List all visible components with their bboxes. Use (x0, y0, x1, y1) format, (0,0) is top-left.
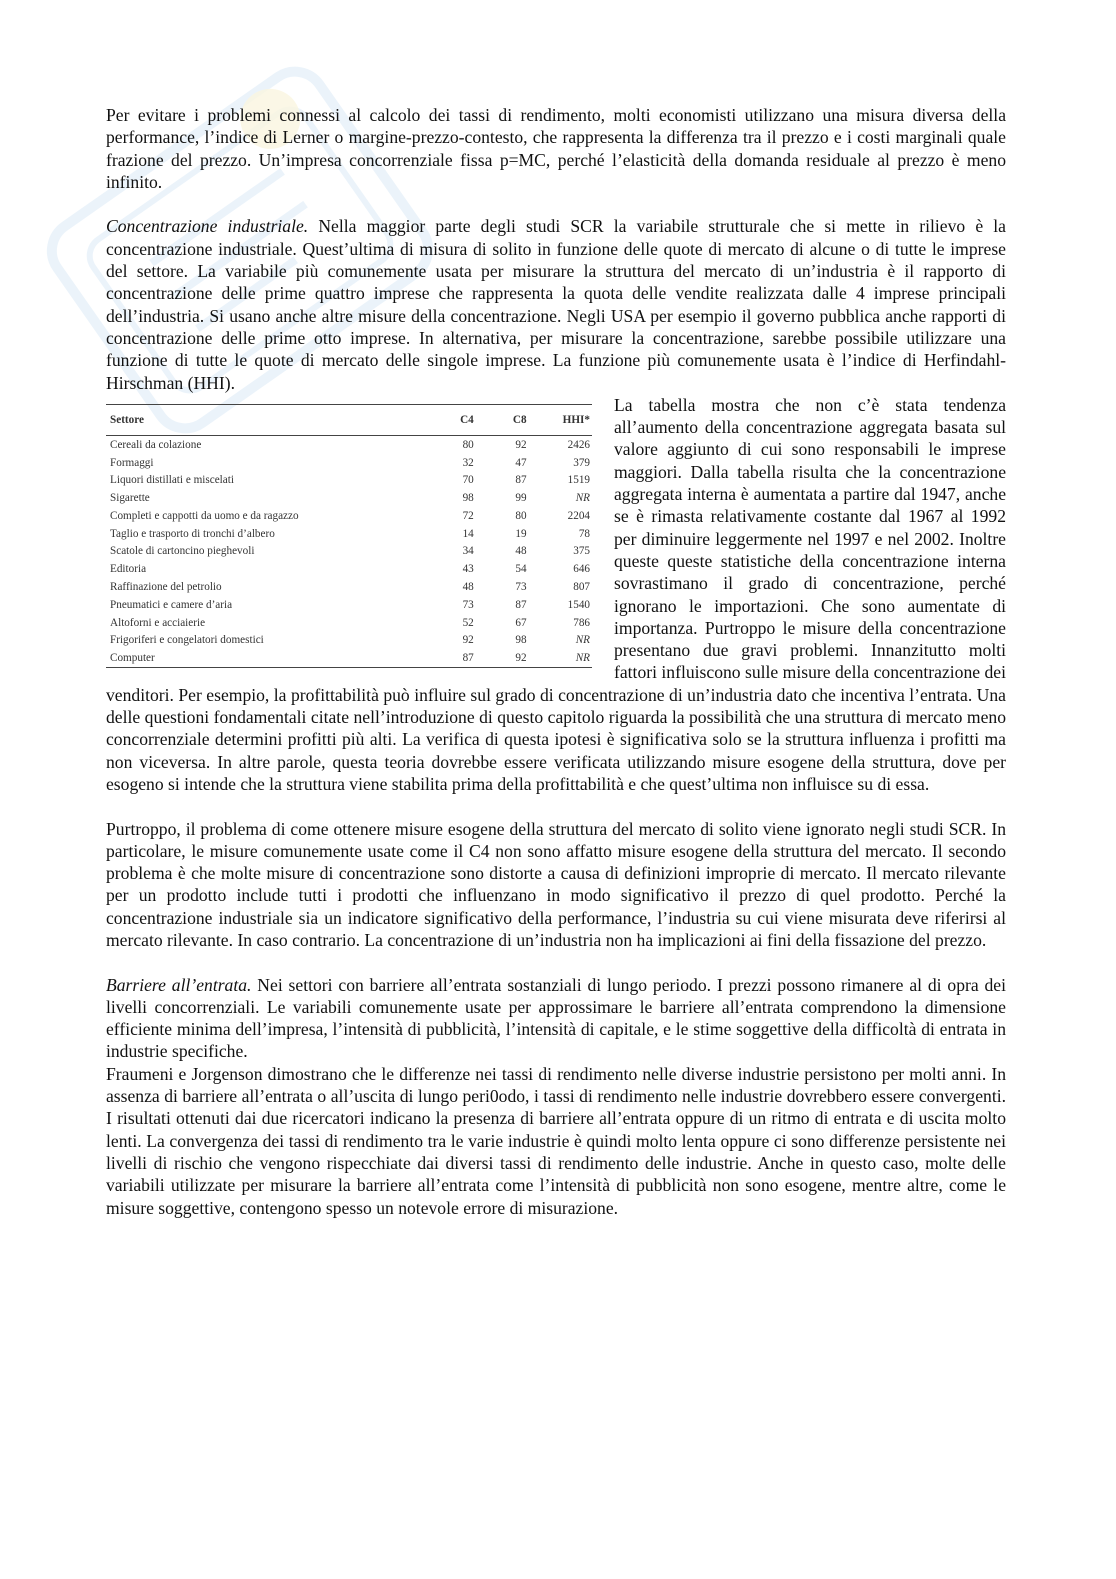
header-c4: C4 (423, 404, 476, 435)
cell-settore: Altoforni e acciaierie (110, 616, 206, 629)
cell-c4: 73 (462, 598, 474, 611)
cell-settore: Completi e cappotti da uomo e da ragazzo (110, 509, 299, 522)
cell-hhi: 375 (573, 545, 590, 558)
section-lead-concentration: Concentrazione industriale. (106, 216, 309, 237)
cell-c8: 92 (476, 650, 529, 668)
cell-settore: Taglio e trasporto di tronchi d’albero (110, 527, 275, 540)
cell-settore: Computer (106, 650, 423, 668)
table-row (106, 525, 592, 543)
cell-hhi: NR (575, 492, 590, 505)
table-row (106, 632, 592, 650)
cell-c8: 99 (515, 492, 527, 505)
cell-c8: 67 (515, 616, 527, 629)
paragraph-barriers-body: Nei settori con barriere all’entrata sostanziali di lungo periodo. I prezzi possono rimanere al di opra dei livelli concorrenziali. Le variabili comunemente usate per approssimare le barriere all’entrata comprendono la dimensione efficiente minima dell’impresa, l’intensità di pubblicità, l’intensità di capitale, e le stime soggettive della difficoltà di entrata in industrie specifiche. (106, 974, 1007, 1062)
cell-c4: 52 (462, 616, 474, 629)
cell-c4: 92 (462, 634, 474, 647)
cell-c8: 54 (515, 563, 527, 576)
table-row (106, 454, 592, 472)
table-row (106, 561, 592, 579)
table-row (106, 507, 592, 525)
body-text (106, 104, 1006, 1219)
paragraph-concentration-body: Nella maggior parte degli studi SCR la variabile strutturale che si mette in rilievo è la concentrazione industriale. Quest’ultima di misura di solito in funzione delle quote di mercato di alcune o di tutte le imprese del settore. La variabile più comunemente usata per misurare la struttura del mercato di un’industria è il rapporto di concentrazione delle prime quattro imprese che rappresenta la quota delle vendite realizzata dalle 4 imprese principali dell’industria. Si usano anche altre misure della concentrazione. Negli USA per esempio il governo pubblica anche rapporti di concentrazione delle prime otto imprese. In alternativa, per misurare la concentrazione, sarebbe possibile utilizzare una funzione di tutte le quote di mercato delle singole imprese. La funzione più comunemente usata è l’indice di Herfindahl-Hirschman (HHI). (106, 216, 1006, 393)
cell-c4: 32 (462, 456, 474, 469)
table-row (106, 596, 592, 614)
paragraph-barriers (106, 974, 1006, 1063)
cell-c4: 34 (462, 545, 474, 558)
cell-c4: 72 (462, 509, 474, 522)
header-hhi: HHI* (529, 404, 592, 435)
cell-hhi: NR (529, 650, 592, 668)
cell-hhi: 1540 (567, 598, 590, 611)
cell-hhi: 379 (573, 456, 590, 469)
cell-c4: 48 (462, 581, 474, 593)
cell-hhi: 2204 (567, 509, 590, 522)
cell-c8: 87 (515, 474, 527, 487)
header-c8: C8 (476, 404, 529, 435)
header-settore: Settore (106, 404, 423, 435)
cell-hhi: 2426 (567, 438, 590, 451)
cell-settore: Pneumatici e camere d’aria (110, 598, 233, 611)
cell-hhi: 786 (573, 616, 590, 629)
cell-settore: Editoria (110, 563, 147, 576)
cell-c4: 43 (462, 563, 474, 576)
cell-c8: 48 (515, 545, 527, 558)
paragraph-table-discussion: La tabella mostra che non c’è stata tendenza all’aumento della concentrazione aggregata basata sul valore aggiunto di cui sono responsabili le imprese maggiori. Dalla tabella risulta che la concentrazione aggregata interna è aumentata a partire dal 1947, anche se è rimasta relativamente costante dal 1967 al 1992 per diminuire leggermente nel 1997 e nel 2002. Inoltre queste queste statistiche della concentrazione interna sovrastimano il grado di concentrazione, perché ignorano le importazioni. Che sono aumentate di importanza. Purtroppo le misure della concentrazione presentano due gravi problemi. Innanzitutto molti fattori influiscono sulle misure della concentrazione dei venditori. Per esempio, la profittabilità può influire sul grado di concentrazione di un’industria dato che incentiva l’entrata. Una delle questioni fondamentali citate nell’introduzione di questo capitolo riguarda la possibilità che una struttura di mercato meno concorrenziale determini profitti più alti. La verifica di questa ipotesi è significativa solo se la struttura influenza i profitti ma non viceversa. In altre parole, questa teoria dovrebbe essere verificata utilizzando misure esogene della struttura, dove per esogeno si intende che la struttura viene stabilita prima della profittabilità e che quest’ultima non influisce su di essa. (106, 394, 1006, 794)
concentration-table (106, 404, 592, 668)
table-row (106, 614, 592, 632)
cell-c8: 19 (515, 527, 527, 540)
cell-c8: 47 (515, 456, 527, 469)
table-row (106, 490, 592, 508)
table-row (106, 578, 592, 596)
paragraph-fraumeni: Fraumeni e Jorgenson dimostrano che le differenze nei tassi di rendimento nelle diverse industrie persistono per molti anni. In assenza di barriere all’entrata o all’uscita di lungo peri0odo, i tassi di rendimento nelle industrie dovrebbero essere convergenti. I risultati ottenuti dai due ricercatori indicano la presenza di barriere all’entrata oppure di un ritmo di entrata e di uscita molto lenti. La convergenza dei tassi di rendimento tra le varie industrie è quindi molto lenta oppure ci sono differenze persistente nei livelli di rischio che vengono rispecchiate dai diversi tassi di rendimento delle industrie. Anche in questo caso, molte delle variabili utilizzate per misurare la barriere all’entrata come l’intensità di pubblicità non sono esogene, mentre altre, come le misure soggettive, contengono spesso un notevole errore di misurazione. (106, 1063, 1006, 1218)
table-header-row (106, 404, 592, 435)
cell-hhi: 78 (578, 527, 590, 540)
cell-c4: 98 (462, 492, 474, 505)
table-row (106, 650, 592, 668)
table-row (106, 436, 592, 454)
cell-c8: 87 (515, 598, 527, 611)
cell-c8: 98 (515, 634, 527, 647)
cell-c4: 80 (462, 438, 474, 451)
section-lead-barriers: Barriere all’entrata. (106, 974, 252, 995)
cell-settore: Formaggi (110, 456, 154, 469)
cell-settore: Sigarette (110, 492, 150, 505)
table-row (106, 543, 592, 561)
concentration-table-wrapper (106, 404, 592, 668)
cell-c8: 92 (515, 438, 527, 451)
cell-c4: 70 (462, 474, 474, 487)
paragraph-exogenous: Purtroppo, il problema di come ottenere misure esogene della struttura del mercato di solito viene ignorato negli studi SCR. In particolare, le misure comunemente usate come il C4 non sono affatto misure esogene della struttura del mercato. Il secondo problema è che molte misure di concentrazione sono distorte a causa di definizioni improprie di mercato. Il mercato rilevante per un prodotto include tutti i prodotti che influenzano in modo significativo il prezzo di quel prodotto. Perché la concentrazione industriale sia un indicatore significativo della performance, l’industria su cui viene misurata deve riferirsi al mercato rilevante. In caso contrario. La concentrazione di un’industria non ha implicazioni ai fini della fissazione del prezzo. (106, 818, 1006, 950)
cell-hhi: 646 (573, 563, 590, 576)
cell-c4: 87 (423, 650, 476, 668)
cell-c8: 80 (515, 509, 527, 522)
paragraph-concentration (106, 215, 1006, 393)
cell-hhi: 807 (573, 581, 590, 593)
table-row (106, 472, 592, 490)
cell-c4: 14 (462, 527, 474, 540)
cell-settore: Cereali da colazione (110, 438, 202, 451)
cell-hhi: 1519 (567, 474, 590, 487)
cell-settore: Scatole di cartoncino pieghevoli (110, 545, 255, 558)
cell-settore: Raffinazione del petrolio (110, 581, 222, 593)
paragraph-lerner: Per evitare i problemi connessi al calcolo dei tassi di rendimento, molti economisti utilizzano una misura diversa della performance, l’indice di Lerner o margine-prezzo-contesto, che rappresenta la differenza tra il prezzo e i costi marginali quale frazione del prezzo. Un’impresa concorrenziale fissa p=MC, perché l’elasticità della domanda residuale al prezzo è meno infinito. (106, 105, 1006, 192)
cell-c8: 73 (515, 581, 527, 593)
cell-settore: Liquori distillati e miscelati (110, 474, 234, 487)
cell-settore: Frigoriferi e congelatori domestici (110, 634, 264, 647)
cell-hhi: NR (575, 634, 590, 647)
